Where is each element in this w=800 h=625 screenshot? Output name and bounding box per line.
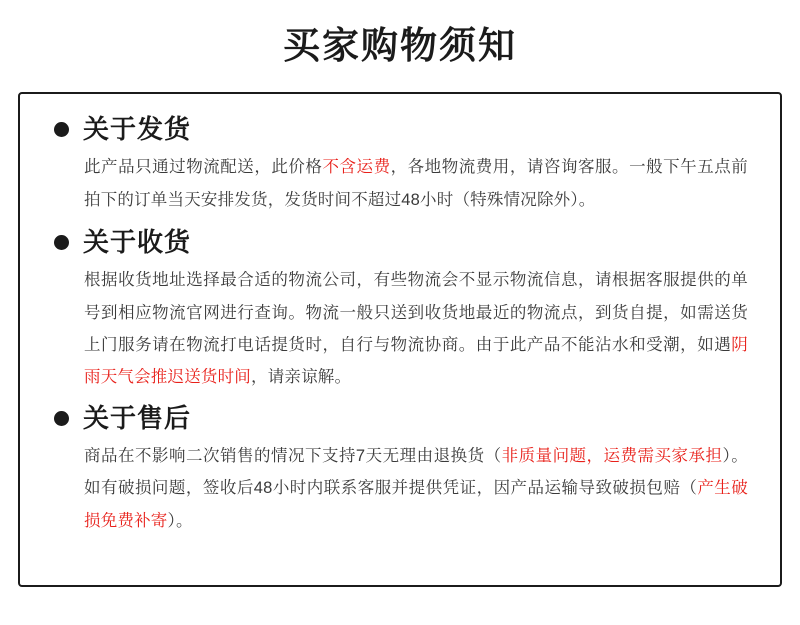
bullet-icon (54, 122, 69, 137)
section-aftersales-header (46, 403, 754, 434)
section-receiving-body (46, 264, 754, 393)
bullet-icon (54, 235, 69, 250)
body-text: 商品在不影响二次销售的情况下支持7天无理由退换货（ (84, 447, 502, 466)
body-text: ）。 (167, 511, 193, 530)
section-receiving-header (46, 227, 754, 258)
highlighted-text: 不含运费 (322, 158, 391, 177)
section-shipping-body (46, 151, 754, 217)
body-text: 此产品只通过物流配送，此价格 (84, 158, 323, 177)
notice-box (18, 92, 782, 587)
section-aftersales-body (46, 440, 754, 537)
bullet-icon (54, 411, 69, 426)
section-shipping (46, 114, 754, 217)
body-text: 根据收货地址选择最合适的物流公司，有些物流会不显示物流信息，请根据客服提供的单号到相应物流官网进行查询。物流一般只送到收货地最近的物流点，到货自提，如需送货上门服务请在物流打电话提货时，自行与物流协商。由于此产品不能沾水和受潮，如遇 (84, 271, 748, 354)
section-shipping-header (46, 114, 754, 145)
section-aftersales (46, 403, 754, 537)
section-receiving (46, 227, 754, 393)
page-title: 买家购物须知 (283, 25, 517, 66)
section-receiving-title: 关于收货 (83, 227, 192, 258)
highlighted-text: 产生破损免费补寄 (84, 479, 748, 530)
highlighted-text: 阴雨天气会推迟送货时间 (84, 335, 748, 386)
highlighted-text: 非质量问题，运费需买家承担 (501, 447, 723, 466)
body-text: ，各地物流费用，请咨询客服。一般下午五点前拍下的订单当天安排发货，发货时间不超过48小时（特殊情况除外）。 (84, 158, 748, 210)
section-aftersales-title: 关于售后 (83, 403, 192, 434)
body-text: ，请亲谅解。 (251, 367, 352, 386)
section-shipping-title: 关于发货 (83, 114, 192, 144)
body-text: ）。如有破损问题，签收后48小时内联系客服并提供凭证，因产品运输导致破损包赔（ (84, 447, 748, 498)
